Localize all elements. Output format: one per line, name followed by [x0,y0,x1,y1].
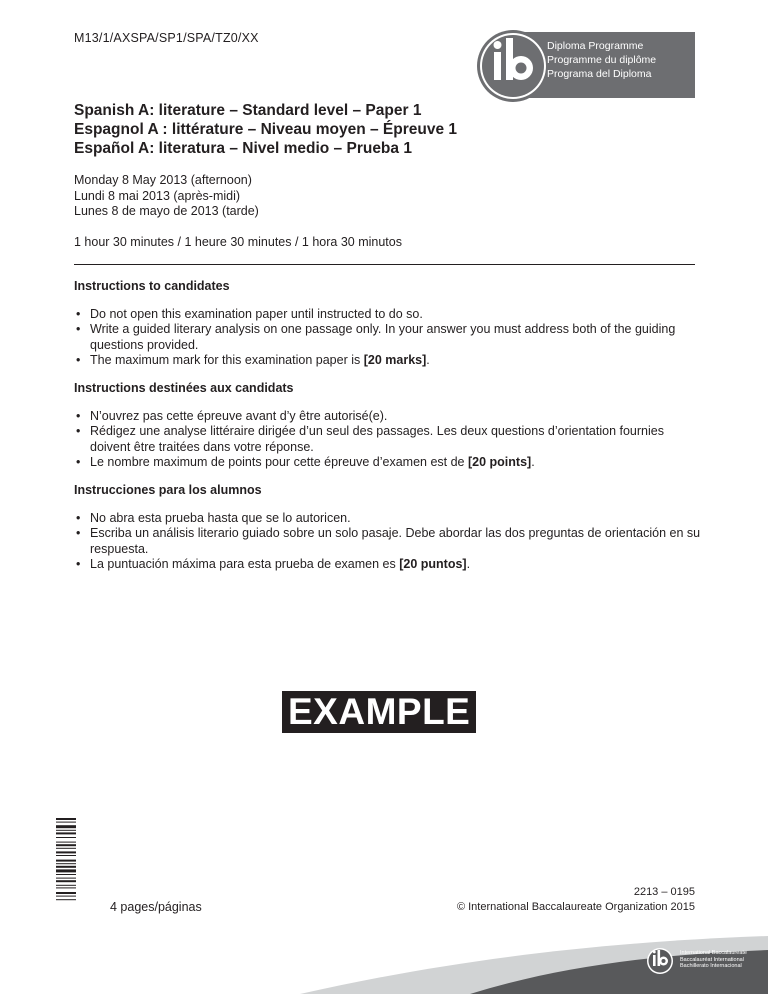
org-line-es: Bachillerato Internacional [680,963,742,969]
logo-line-en: Diploma Programme [547,40,644,52]
instructions-french [74,381,704,471]
marks-value: [20 points] [468,455,532,469]
example-stamp: EXAMPLE [282,691,476,733]
date-en: Monday 8 May 2013 (afternoon) [74,173,252,187]
logo-line-es: Programa del Diploma [547,68,652,80]
date-fr: Lundi 8 mai 2013 (après-midi) [74,188,241,203]
divider [74,264,695,265]
instruction-item: • Write a guided literary analysis on one passage only. In your answer you must address both of the guiding questions provided. [74,322,704,353]
instruction-item: • Escriba un análisis literario guiado sobre un solo pasaje. Debe abordar las dos preguntas de orientación en su respuesta. [74,526,704,557]
title-es: Español A: literatura – Nivel medio – Prueba 1 [74,140,412,157]
date-es: Lunes 8 de mayo de 2013 (tarde) [74,204,259,218]
instruction-item-marks [74,557,704,573]
instruction-item-marks [74,455,704,471]
org-line-en: International Baccalaureate [680,950,747,956]
marks-suffix: . [531,455,535,469]
ib-diploma-logo [473,30,695,102]
marks-value: [20 puntos] [399,557,467,571]
footer-swoosh [0,920,768,994]
instruction-item: • N’ouvrez pas cette épreuve avant d’y être autorisé(e). [74,409,704,425]
footer-info [457,885,695,915]
instructions-heading-es: Instrucciones para los alumnos [74,483,262,497]
instructions-spanish [74,483,704,573]
marks-value: [20 marks] [363,353,427,367]
title-en: Spanish A: literature – Standard level – Paper 1 [74,102,422,119]
instructions-heading-fr: Instructions destinées aux candidats [74,381,294,395]
paper-id: 2213 – 0195 [633,886,695,898]
instruction-item: • No abra esta prueba hasta que se lo autoricen. [74,511,704,527]
title-fr: Espagnol A : littérature – Niveau moyen – Épreuve 1 [74,121,458,138]
copyright: © International Baccalaureate Organization 2015 [456,901,695,913]
instruction-item: • Do not open this examination paper until instructed to do so. [74,307,704,323]
instruction-item: • Rédigez une analyse littéraire dirigée d’un seul des passages. Les deux questions d’orientation fournies doivent être traitées dans votre réponse. [74,424,704,455]
exam-code: M13/1/AXSPA/SP1/SPA/TZ0/XX [74,31,259,45]
instructions-english [74,279,704,369]
instruction-item-marks [74,353,704,369]
logo-line-fr: Programme du diplôme [547,54,657,66]
org-line-fr: Baccalauréat International [680,956,744,963]
marks-text: La puntuación máxima para esta prueba de examen es [90,557,400,571]
instructions-heading-en: Instructions to candidates [74,279,230,293]
marks-text: Le nombre maximum de points pour cette épreuve d’examen est de [90,455,468,469]
marks-suffix: . [466,557,471,571]
exam-dates [74,173,259,220]
marks-text: The maximum mark for this examination paper is [90,353,364,367]
marks-suffix: . [426,353,430,367]
page-count: 4 pages/páginas [110,900,202,914]
paper-titles [74,101,457,158]
swoosh-graphic [0,920,768,994]
exam-duration: 1 hour 30 minutes / 1 heure 30 minutes / 1 hora 30 minutos [74,235,402,249]
